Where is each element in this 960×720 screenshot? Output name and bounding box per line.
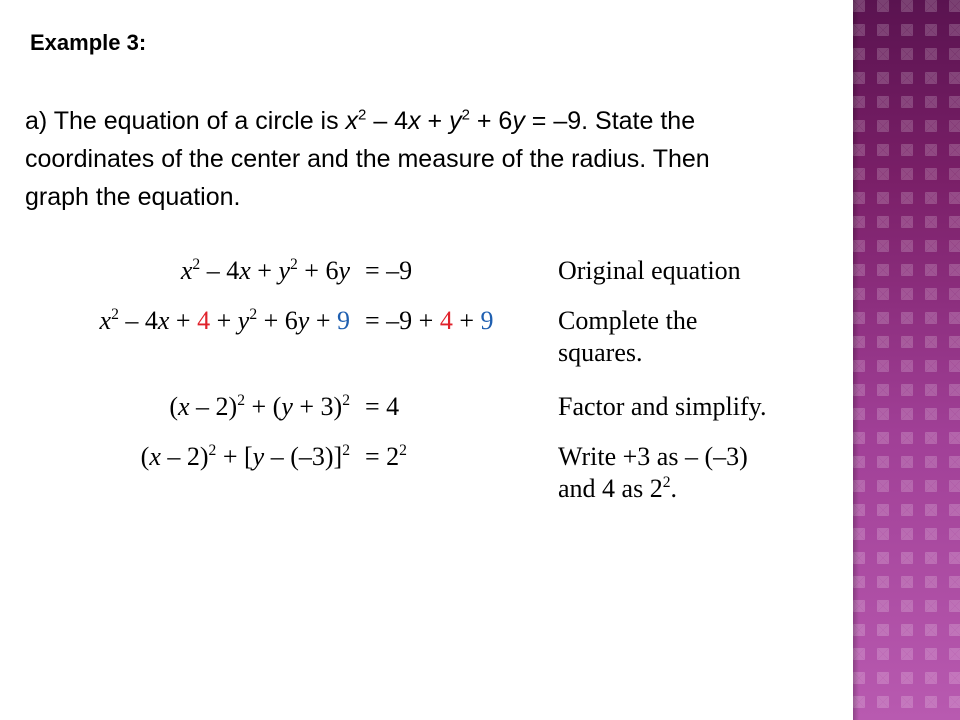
step-2-note: Complete the squares. [558,306,698,367]
example-title: Example 3: [30,30,147,55]
problem-line-1: a) The equation of a circle is $x^2 - 4x + y^2 + 6y = -9$. State the [25,106,696,135]
step-2-rhs: = –9 + 4 + 9 [365,306,494,335]
step-4-rhs: = $2^2$ [365,441,407,471]
step-4-note: Write +3 as – (–3) and 4 as $2^2$. [558,442,748,503]
step-3-note: Factor and simplify. [558,392,767,421]
step-1-rhs: = –9 [365,256,413,285]
problem-line-2: coordinates of the center and the measure of the radius. Then [25,145,710,173]
step-3-rhs: = 4 [365,392,400,421]
step-2-lhs: $x^2 - 4x + 4 + y^2 + 6y + 9$ [99,305,350,335]
problem-statement [25,102,825,216]
decorative-side-bar [853,0,960,720]
problem-line-3: graph the equation. [25,183,241,211]
step-3-lhs: $(x - 2)^2 + (y + 3)^2$ [169,391,350,421]
step-4-lhs: (x – 2)$^2$ + [y – (–3)]$^2$ [140,441,350,471]
step-1-note: Original equation [558,256,741,285]
step-1-lhs: $x^2 - 4x + y^2 + 6y$ [180,255,350,285]
